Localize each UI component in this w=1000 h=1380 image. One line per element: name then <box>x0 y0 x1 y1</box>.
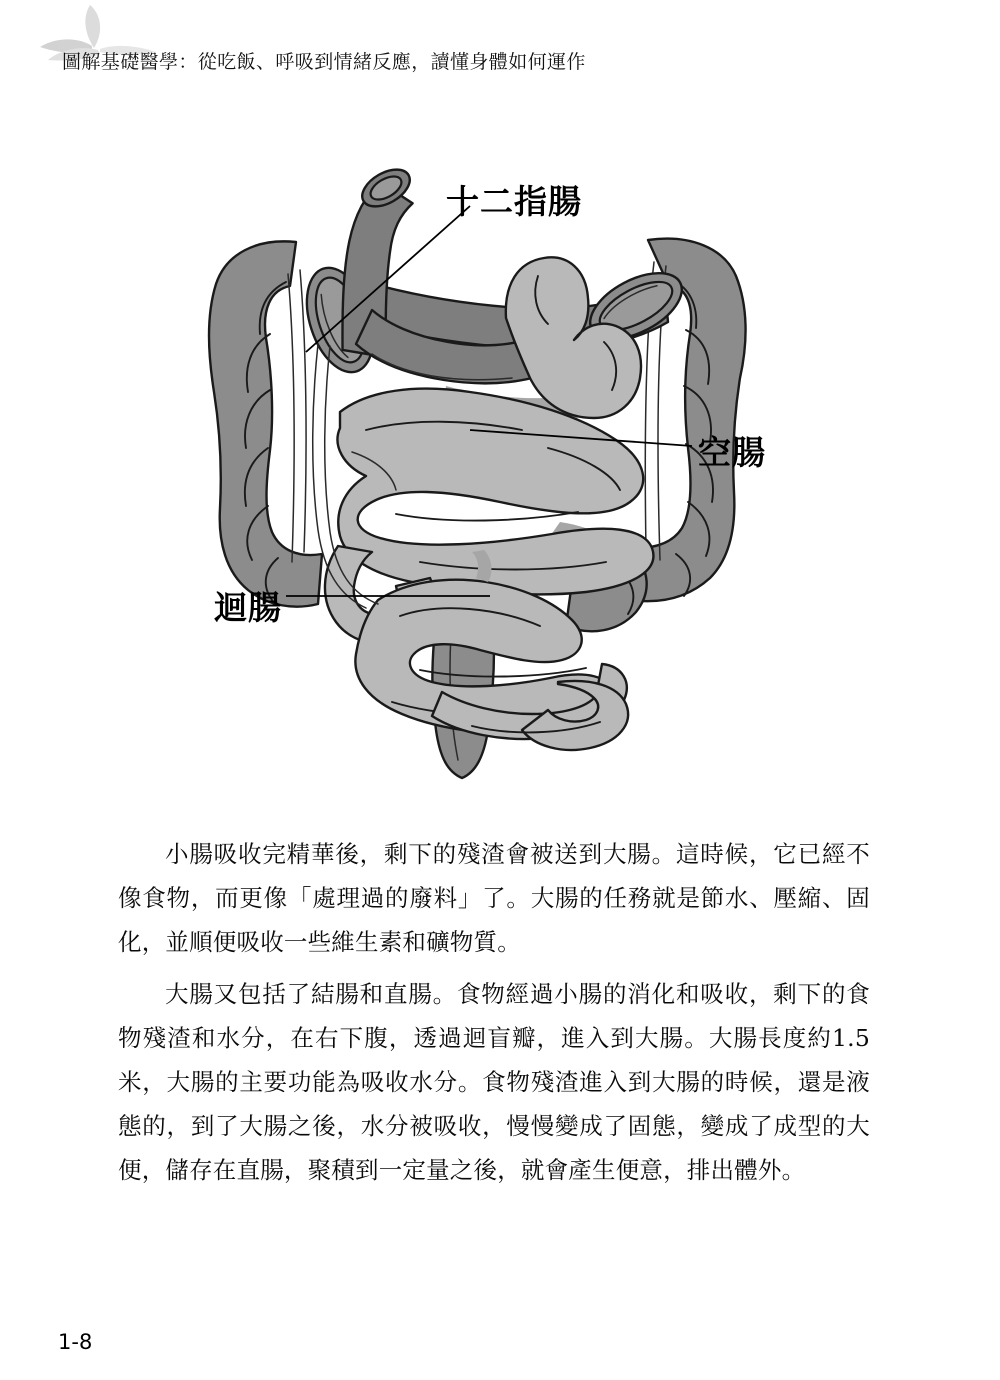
page-number: 1-8 <box>58 1330 93 1354</box>
page-header <box>0 0 1000 100</box>
paragraph-2: 大腸又包括了結腸和直腸。食物經過小腸的消化和吸收，剩下的食物殘渣和水分，在右下腹，透過迴盲瓣，進入到大腸。大腸長度約1.5米，大腸的主要功能為吸收水分。食物殘渣進入到大腸的時候，還是液態的，到了大腸之後，水分被吸收，慢慢變成了固態，變成了成型的大便，儲存在直腸，聚積到一定量之後，就會產生便意，排出體外。 <box>118 980 870 1184</box>
figure-label-duodenum: 十二指腸 <box>446 182 582 221</box>
page-title: 圖解基礎醫學：從吃飯、呼吸到情緒反應，讀懂身體如何運作 <box>62 51 586 73</box>
figure-label-ileum: 迴腸 <box>214 588 282 627</box>
body-text-block <box>118 832 870 1200</box>
figure-container <box>0 130 1000 810</box>
figure-label-jejunum: 空腸 <box>698 433 766 472</box>
intestine-anatomy-illustration <box>0 130 1000 810</box>
paragraph-1: 小腸吸收完精華後，剩下的殘渣會被送到大腸。這時候，它已經不像食物，而更像「處理過的廢料」了。大腸的任務就是節水、壓縮、固化，並順便吸收一些維生素和礦物質。 <box>118 840 870 956</box>
